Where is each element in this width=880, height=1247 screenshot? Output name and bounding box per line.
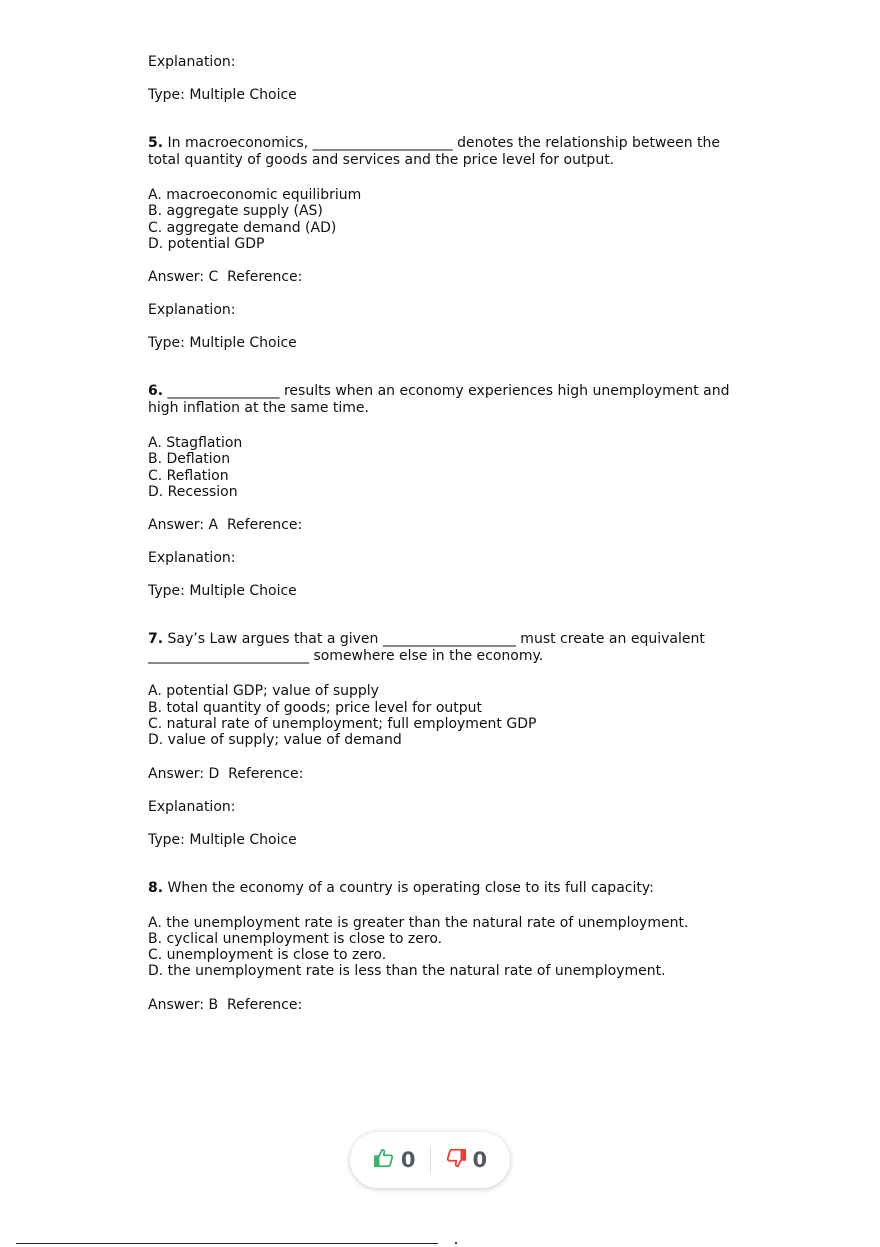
upvote-count: 0 [400, 1148, 416, 1172]
type-label: Type: Multiple Choice [148, 335, 297, 352]
explanation-label: Explanation: [148, 798, 236, 815]
question-text-line1: When the economy of a country is operating close to its full capacity: [163, 879, 654, 896]
option-b: B. total quantity of goods; price level for output [148, 699, 483, 716]
type-label: Type: Multiple Choice [148, 831, 297, 848]
question-text-line1: ________________ results when an economy experiences high unemployment and [163, 383, 730, 400]
explanation-label: Explanation: [148, 54, 236, 70]
option-c: C. aggregate demand (AD) [148, 219, 337, 236]
question-6 [148, 383, 748, 599]
upvote-button[interactable] [359, 1147, 430, 1173]
type-label: Type: Multiple Choice [148, 87, 297, 103]
question-number: 7. [148, 631, 164, 648]
question-text-line1: In macroeconomics, ____________________ denotes the relationship between the [163, 135, 720, 151]
option-d: D. Recession [148, 484, 238, 501]
option-b: B. Deflation [148, 451, 231, 468]
question-stem [148, 135, 748, 152]
answer-line: Answer: A Reference: [148, 517, 303, 534]
question-number: 5. [148, 135, 164, 151]
footer-dot [455, 1242, 457, 1244]
option-b: B. aggregate supply (AS) [148, 203, 323, 220]
question-stem [148, 383, 748, 400]
type-label: Type: Multiple Choice [148, 583, 297, 600]
option-d: D. potential GDP [148, 235, 265, 252]
option-d: D. value of supply; value of demand [148, 732, 402, 749]
question-number: 6. [148, 383, 164, 400]
thumbs-up-icon [373, 1147, 395, 1173]
answer-line: Answer: C Reference: [148, 269, 303, 286]
answer-line: Answer: D Reference: [148, 765, 304, 782]
option-c: C. Reflation [148, 467, 229, 484]
downvote-count: 0 [472, 1148, 488, 1172]
footer-rule [16, 1243, 438, 1244]
question-stem [148, 880, 748, 897]
option-a: A. macroeconomic equilibrium [148, 187, 362, 203]
question-text-line2: total quantity of goods and services and the price level for output. [148, 152, 615, 168]
question-number: 8. [148, 879, 164, 896]
question-8 [148, 880, 748, 1013]
question-7 [148, 631, 748, 847]
question-5 [148, 135, 748, 351]
option-c: C. unemployment is close to zero. [148, 947, 387, 964]
option-c: C. natural rate of unemployment; full employment GDP [148, 715, 537, 732]
question-stem [148, 631, 748, 648]
question-text-line2: high inflation at the same time. [148, 400, 369, 417]
downvote-button[interactable] [431, 1147, 502, 1173]
option-a: A. the unemployment rate is greater than the natural rate of unemployment. [148, 914, 689, 931]
document-page [148, 54, 748, 1013]
explanation-label: Explanation: [148, 302, 236, 319]
question-text-line2: _______________________ somewhere else in the economy. [148, 648, 544, 665]
option-d: D. the unemployment rate is less than the natural rate of unemployment. [148, 963, 666, 980]
option-b: B. cyclical unemployment is close to zero. [148, 930, 443, 947]
question-text-line1: Say’s Law argues that a given ___________________ must create an equivalent [163, 631, 705, 648]
explanation-label: Explanation: [148, 550, 236, 567]
option-a: A. Stagflation [148, 435, 243, 452]
thumbs-down-icon [445, 1147, 467, 1173]
vote-bar [350, 1132, 510, 1188]
answer-line: Answer: B Reference: [148, 996, 303, 1013]
option-a: A. potential GDP; value of supply [148, 683, 379, 700]
